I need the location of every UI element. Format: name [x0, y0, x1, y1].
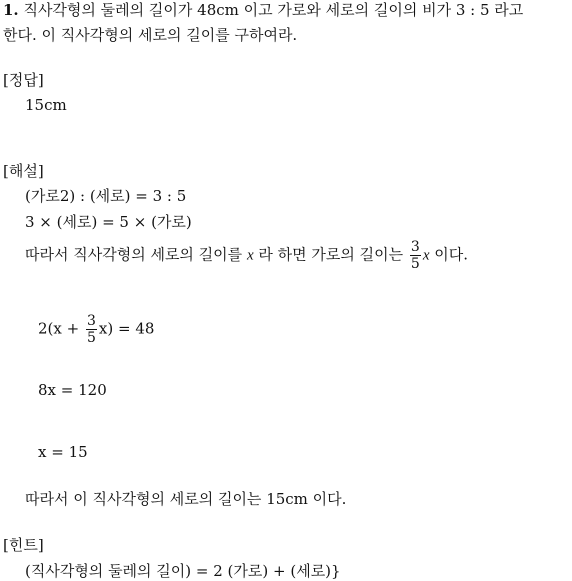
hint-heading: [힌트] [3, 536, 44, 554]
explanation-heading: [해설] [3, 162, 44, 180]
problem-number: 1. [3, 1, 19, 19]
let-var: x [246, 247, 254, 264]
equation-2: 8x = 120 [38, 381, 107, 399]
problem-text-1: 직사각형의 둘레의 길이가 48cm 이고 가로와 세로의 길이의 비가 3 : 5 라고 [23, 1, 524, 19]
answer-value: 15cm [25, 96, 67, 114]
explanation-product-line: 3 × (세로) = 5 × (가로) [25, 213, 192, 231]
width-fraction-numerator: 3 [410, 239, 420, 255]
width-fraction [410, 240, 421, 271]
hint-text: (직사각형의 둘레의 길이) = 2 (가로) + (세로)} [25, 562, 341, 580]
equation-1-numerator: 3 [86, 313, 96, 329]
equation-1-fraction [86, 314, 97, 345]
explanation-let-line [25, 240, 468, 271]
explanation-conclusion: 따라서 이 직사각형의 세로의 길이는 15cm 이다. [25, 490, 347, 508]
equation-1 [38, 314, 154, 345]
width-fraction-var: x [422, 247, 430, 264]
let-text-post: 이다. [434, 245, 469, 264]
explanation-ratio-line: (가로2) : (세로) = 3 : 5 [25, 187, 187, 205]
let-text-pre: 따라서 직사각형의 세로의 길이를 [25, 245, 243, 264]
width-fraction-denominator: 5 [410, 256, 420, 272]
problem-line-1 [3, 0, 523, 20]
answer-heading: [정답] [3, 71, 44, 89]
equation-1-denominator: 5 [86, 330, 96, 346]
let-text-mid: 라 하면 가로의 길이는 [258, 245, 404, 264]
problem-text-2: 한다. 이 직사각형의 세로의 길이를 구하여라. [3, 26, 298, 44]
equation-1-pre: 2(x + [38, 319, 80, 338]
equation-3: x = 15 [38, 443, 88, 461]
equation-1-post: x) = 48 [98, 319, 155, 338]
